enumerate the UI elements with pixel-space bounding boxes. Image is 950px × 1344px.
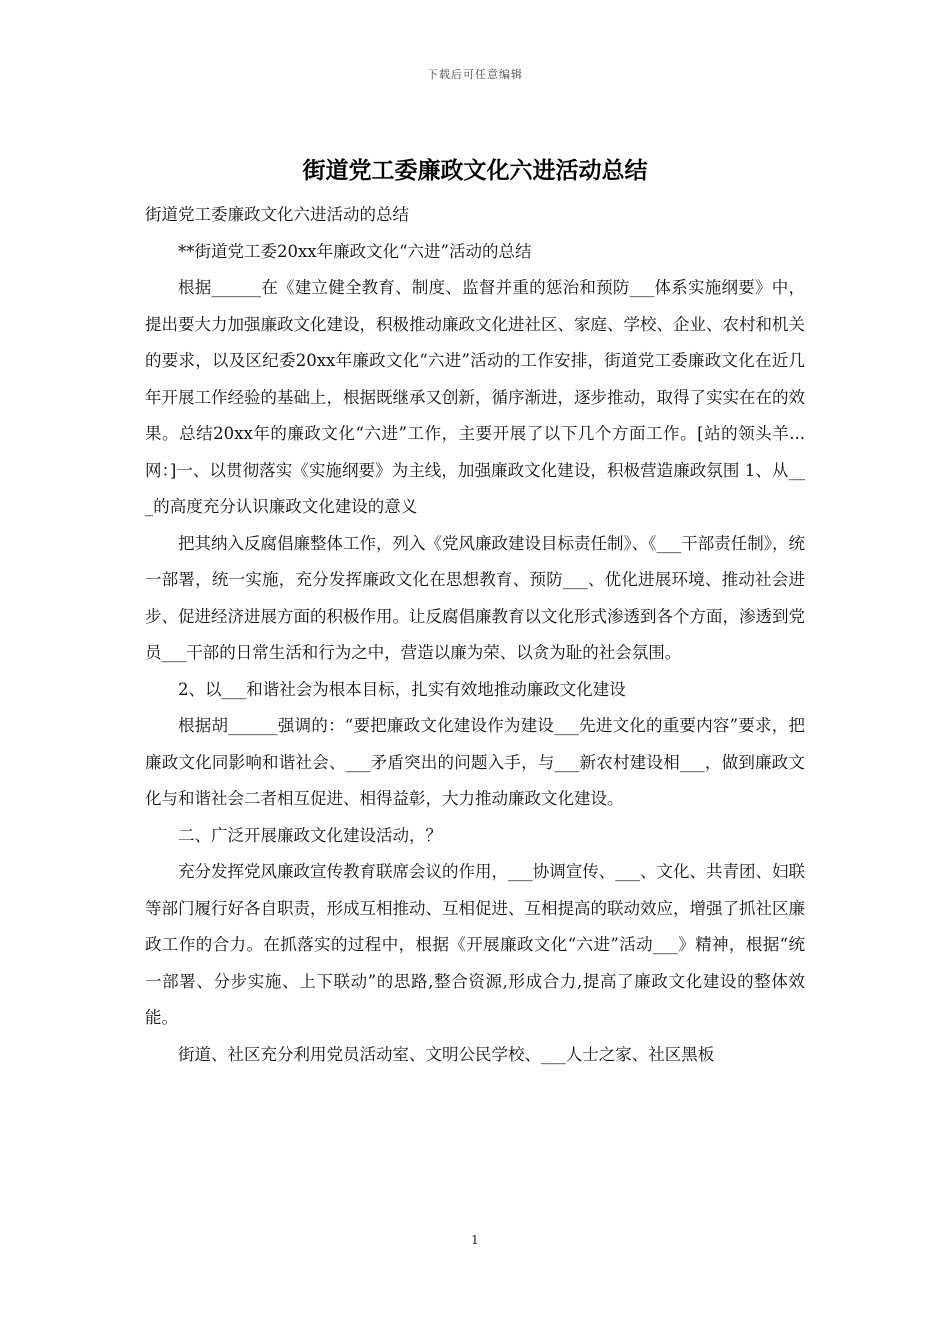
paragraph: 根据______在《建立健全教育、制度、监督并重的惩治和预防___体系实施纲要》中，提出要大力加强廉政文化建设，积极推动廉政文化进社区、家庭、学校、企业、农村和机关的要求，以及区纪委20xx年廉政文化“六进”活动的工作安排，街道党工委廉政文化在近几年开展工作经验的基础上，根据既继承又创新，循序渐进，逐步推动，取得了实实在在的效果。总结20xx年的廉政文化“六进”工作，主要开展了以下几个方面工作。[站的领头羊...网：]一、以贯彻落实《实施纲要》为主线，加强廉政文化建设，积极营造廉政氛围 1、从___的高度充分认识廉政文化建设的意义 bbox=[145, 278, 805, 516]
paragraph: 充分发挥党风廉政宣传教育联席会议的作用，___协调宣传、___、文化、共青团、妇联等部门履行好各自职责，形成互相推动、互相促进、互相提高的联动效应，增强了抓社区廉政工作的合力。在抓落实的过程中，根据《开展廉政文化“六进”活动___》精神，根据“统一部署、分步实施、上下联动”的思路,整合资源,形成合力,提高了廉政文化建设的整体效能。 bbox=[145, 862, 805, 1027]
paragraph: 把其纳入反腐倡廉整体工作，列入《党风廉政建设目标责任制》、《___干部责任制》，统一部署，统一实施，充分发挥廉政文化在思想教育、预防___、优化进展环境、推动社会进步、促进经济进展方面的积极作用。让反腐倡廉教育以文化形式渗透到各个方面，渗透到党员___干部的日常生活和行为之中，营造以廉为荣、以贪为耻的社会氛围。 bbox=[145, 533, 805, 662]
paragraph: 街道党工委廉政文化六进活动的总结 bbox=[145, 205, 409, 224]
header-note: 下载后可任意编辑 bbox=[427, 68, 523, 81]
document-body bbox=[145, 197, 805, 1073]
document-title: 街道党工委廉政文化六进活动总结 bbox=[302, 157, 648, 184]
paragraph: 二、广泛开展廉政文化建设活动，？ bbox=[178, 825, 442, 845]
paragraph: 街道、社区充分利用党员活动室、文明公民学校、___人士之家、社区黑板 bbox=[178, 1044, 715, 1064]
paragraph: 2、以___和谐社会为根本目标，扎实有效地推动廉政文化建设 bbox=[178, 679, 626, 699]
paragraph: 根据胡______强调的：“要把廉政文化建设作为建设___先进文化的重要内容”要求，把廉政文化同影响和谐社会、___矛盾突出的问题入手，与___新农村建设相___，做到廉政文化与和谐社会二者相互促进、相得益彰，大力推动廉政文化建设。 bbox=[145, 716, 805, 808]
page-number: 1 bbox=[471, 1233, 479, 1247]
paragraph: **街道党工委20xx年廉政文化“六进”活动的总结 bbox=[178, 241, 532, 261]
